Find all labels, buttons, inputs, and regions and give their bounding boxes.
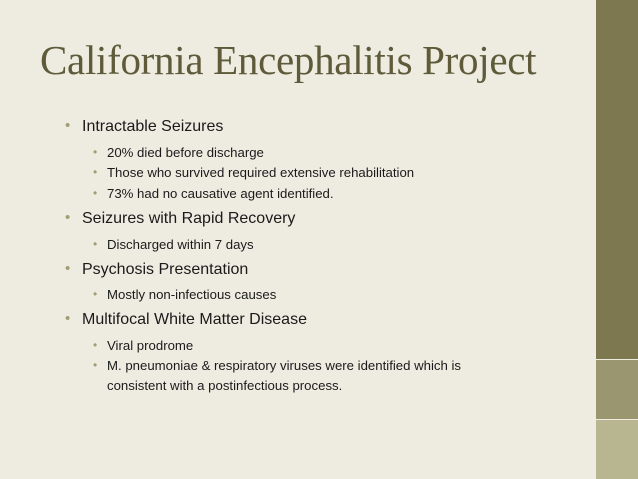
bullet-text: Psychosis Presentation — [82, 261, 249, 278]
bullet-dot: • — [93, 338, 98, 352]
sub-bullet-text: 73% had no causative agent identified. — [107, 186, 334, 201]
sub-bullet-item — [93, 237, 254, 252]
sub-bullet-text: consistent with a postinfectious process. — [107, 378, 343, 393]
bullet-item — [65, 310, 307, 329]
sub-bullet-text: 20% died before discharge — [107, 145, 264, 160]
accent-bar-segment — [596, 360, 638, 420]
accent-bar — [596, 0, 638, 479]
accent-bar-segment — [596, 420, 638, 479]
bullet-dot: • — [93, 186, 98, 200]
slide-title: California Encephalitis Project — [40, 37, 537, 83]
bullet-text: Intractable Seizures — [82, 118, 224, 135]
sub-bullet-item — [93, 145, 264, 160]
bullet-dot: • — [93, 358, 98, 372]
bullet-item — [65, 260, 249, 279]
bullet-dot: • — [93, 287, 98, 301]
bullet-text: Multifocal White Matter Disease — [82, 311, 307, 328]
bullet-dot: • — [65, 310, 71, 327]
sub-bullet-item — [93, 287, 277, 302]
accent-bar-segment — [596, 0, 638, 360]
sub-bullet-item — [93, 358, 462, 373]
bullet-dot: • — [65, 260, 71, 277]
sub-bullet-text: Viral prodrome — [107, 338, 194, 353]
bullet-dot: • — [93, 145, 98, 159]
sub-bullet-text: Discharged within 7 days — [107, 237, 254, 252]
bullet-item — [65, 209, 296, 228]
accent-bar-divider — [596, 359, 638, 360]
bullet-dot: • — [65, 209, 71, 226]
sub-bullet-item — [93, 338, 194, 353]
bullet-item — [65, 117, 224, 136]
sub-bullet-text: Mostly non-infectious causes — [107, 287, 277, 302]
bullet-dot: • — [93, 165, 98, 179]
sub-bullet-continuation — [107, 378, 342, 393]
accent-bar-divider — [596, 419, 638, 420]
sub-bullet-text: M. pneumoniae & respiratory viruses were identified which is — [107, 358, 462, 373]
sub-bullet-item — [93, 165, 415, 180]
sub-bullet-text: Those who survived required extensive rehabilitation — [107, 165, 415, 180]
bullet-text: Seizures with Rapid Recovery — [82, 210, 296, 227]
bullet-dot: • — [93, 237, 98, 251]
bullet-dot: • — [65, 117, 71, 134]
sub-bullet-item — [93, 186, 334, 201]
